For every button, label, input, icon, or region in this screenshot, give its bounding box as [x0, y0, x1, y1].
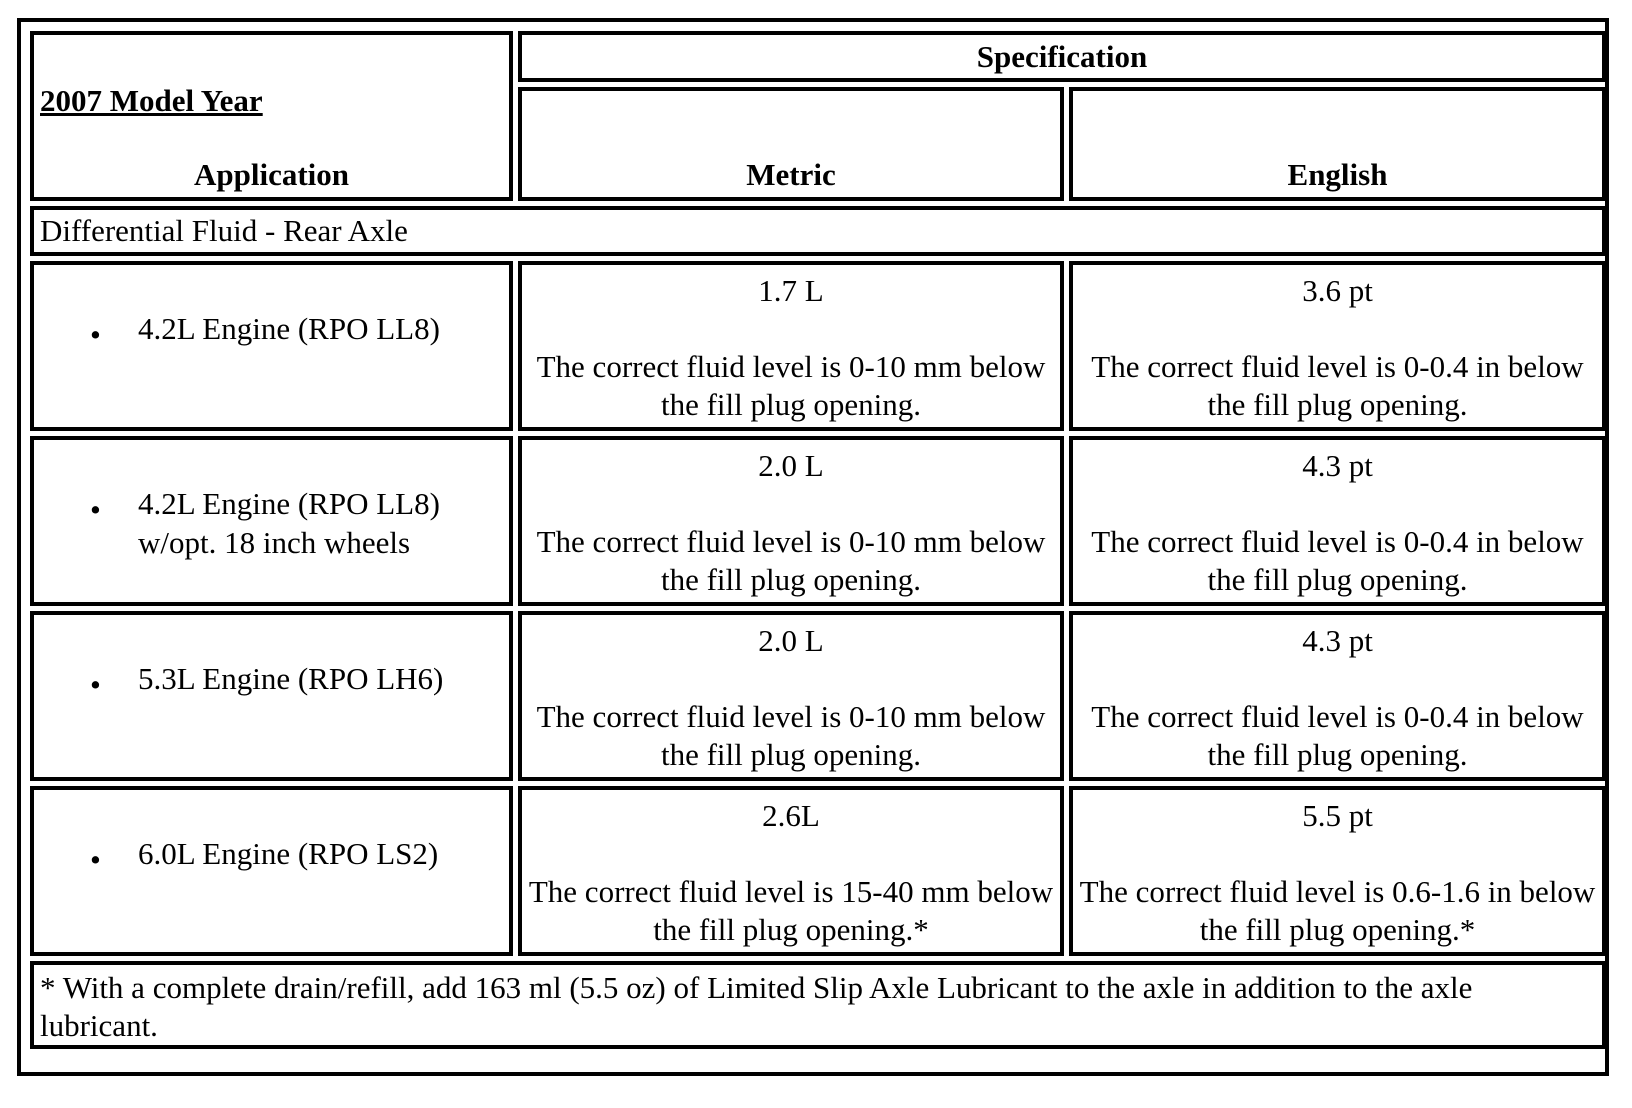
- english-quantity: 4.3 pt: [1302, 623, 1373, 658]
- application-label: 4.2L Engine (RPO LL8): [138, 311, 440, 346]
- application-header-cell: [30, 31, 513, 201]
- metric-cell: [518, 786, 1064, 956]
- application-label: 5.3L Engine (RPO LH6): [138, 661, 444, 696]
- application-cell: [30, 611, 513, 781]
- application-cell: [30, 261, 513, 431]
- english-quantity: 4.3 pt: [1302, 448, 1373, 483]
- english-note: The correct fluid level is 0-0.4 in below the fill plug opening.: [1091, 699, 1584, 772]
- metric-note: The correct fluid level is 0-10 mm below the fill plug opening.: [536, 349, 1046, 422]
- bullet-icon: •: [90, 667, 101, 702]
- english-quantity: 5.5 pt: [1302, 798, 1373, 833]
- bullet-icon: •: [90, 492, 101, 527]
- english-note: The correct fluid level is 0-0.4 in below the fill plug opening.: [1091, 524, 1584, 597]
- english-note: The correct fluid level is 0-0.4 in below the fill plug opening.: [1091, 349, 1584, 422]
- footnote-row: [30, 961, 1606, 1049]
- application-label: 6.0L Engine (RPO LS2): [138, 836, 439, 871]
- english-quantity: 3.6 pt: [1302, 273, 1373, 308]
- section-title: Differential Fluid - Rear Axle: [30, 206, 1606, 256]
- bullet-icon: •: [90, 842, 101, 877]
- bullet-icon: •: [90, 317, 101, 352]
- metric-quantity: 2.0 L: [758, 623, 824, 658]
- metric-note: The correct fluid level is 0-10 mm below the fill plug opening.: [536, 524, 1046, 597]
- metric-note: The correct fluid level is 0-10 mm below the fill plug opening.: [536, 699, 1046, 772]
- table-row: [30, 611, 1606, 781]
- table-row: [30, 436, 1606, 606]
- application-cell: [30, 436, 513, 606]
- metric-cell: [518, 611, 1064, 781]
- metric-note: The correct fluid level is 15-40 mm below the fill plug opening.*: [528, 874, 1054, 947]
- metric-quantity: 1.7 L: [758, 273, 824, 308]
- english-cell: [1069, 611, 1606, 781]
- table-row: [30, 261, 1606, 431]
- model-year-label: 2007 Model Year: [40, 83, 263, 118]
- header-row-top: [30, 31, 1606, 82]
- section-row: [30, 206, 1606, 256]
- metric-cell: [518, 261, 1064, 431]
- spec-sheet: [17, 18, 1609, 1076]
- table-row: [30, 786, 1606, 956]
- application-label: 4.2L Engine (RPO LL8) w/opt. 18 inch wheels: [138, 486, 440, 560]
- application-cell: [30, 786, 513, 956]
- english-cell: [1069, 261, 1606, 431]
- footnote: * With a complete drain/refill, add 163 ml (5.5 oz) of Limited Slip Axle Lubricant to the axle in addition to the axle lubricant.: [30, 961, 1606, 1049]
- metric-quantity: 2.0 L: [758, 448, 824, 483]
- english-note: The correct fluid level is 0.6-1.6 in below the fill plug opening.*: [1079, 874, 1596, 947]
- english-header: English: [1069, 87, 1606, 201]
- metric-header: Metric: [518, 87, 1064, 201]
- english-cell: [1069, 436, 1606, 606]
- fluid-spec-table: [25, 26, 1611, 1054]
- application-header: Application: [193, 157, 350, 192]
- metric-cell: [518, 436, 1064, 606]
- metric-quantity: 2.6L: [762, 798, 820, 833]
- english-cell: [1069, 786, 1606, 956]
- specification-header: Specification: [518, 31, 1606, 82]
